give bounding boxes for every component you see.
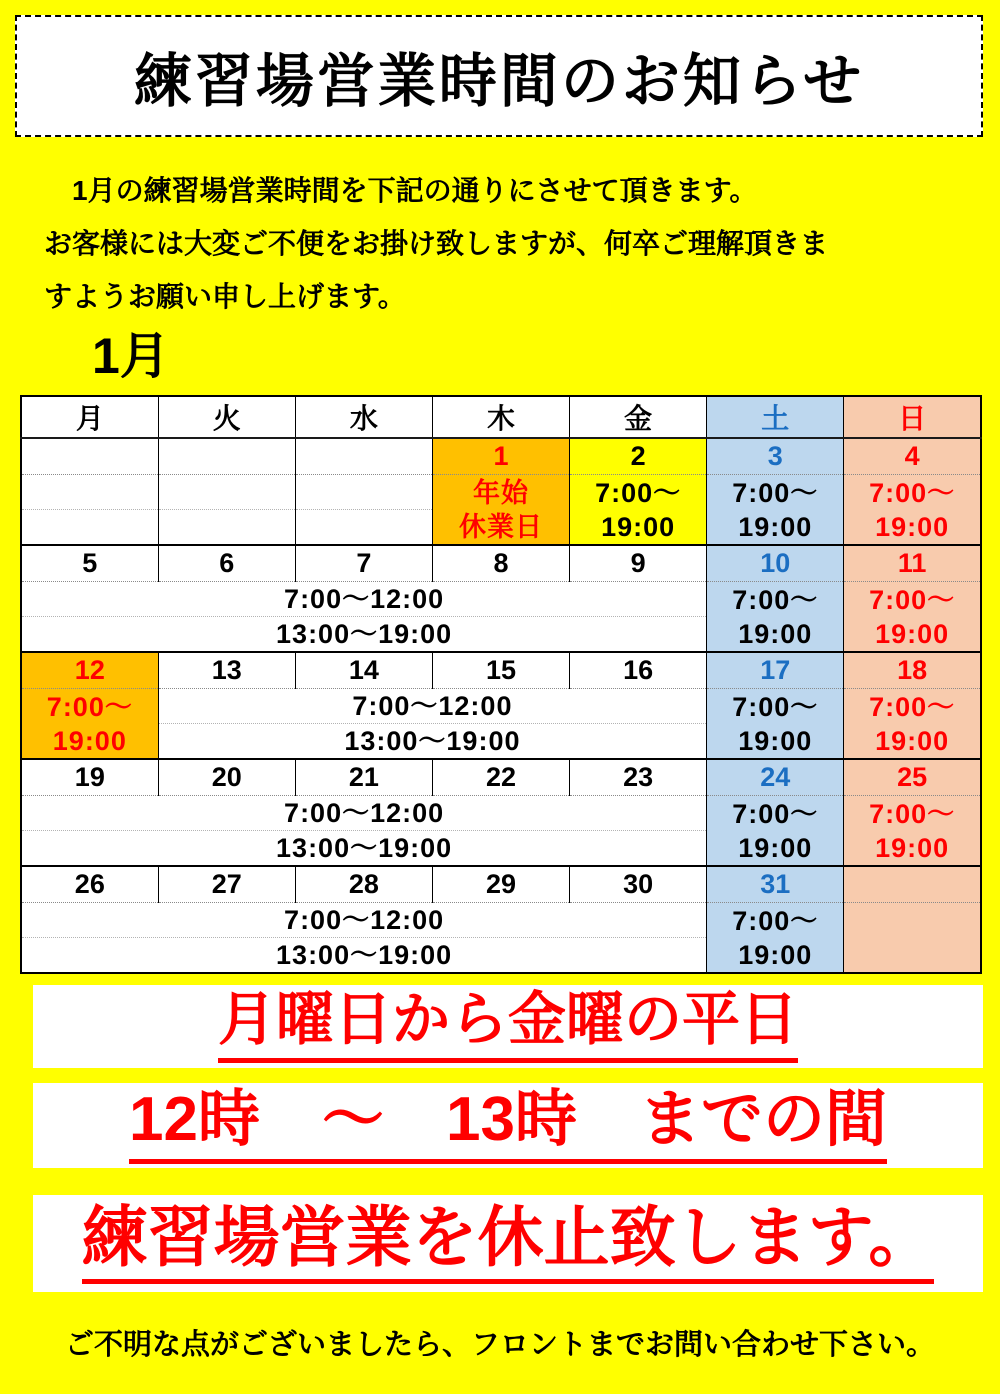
day-number-cell: 7 [295,545,432,582]
calendar-week-4 [21,759,981,866]
intro-line-2: お客様には大変ご不便をお掛け致しますが、何卒ご理解頂きま [44,228,829,259]
times-cell-sunday: 7:00～ 19:00 [844,796,981,867]
day-number-cell: 21 [295,759,432,796]
times-row [21,903,981,974]
times-cell-saturday: 7:00～ 19:00 [707,689,844,760]
times-cell-weekdays: 7:00～12:00 13:00～19:00 [21,903,707,974]
day-number-cell: 26 [21,866,158,903]
day-number-cell: 30 [570,866,707,903]
times-cell-saturday: 7:00～ 19:00 [707,903,844,974]
intro-line-3: すようお願い申し上げます。 [44,281,406,312]
times-cell-saturday: 7:00～ 19:00 [707,475,844,546]
day-number-cell: 28 [295,866,432,903]
day-number-cell: 16 [570,652,707,689]
weekday-header-wed: 水 [295,396,432,438]
weekday-header-fri: 金 [570,396,707,438]
day-number-cell: 23 [570,759,707,796]
closure-banner-weekdays [33,985,983,1068]
day-number-cell-holiday: 12 [21,652,158,689]
day-number-row [21,866,981,903]
times-row [21,796,981,867]
day-number-cell: 22 [432,759,569,796]
calendar-table [20,395,982,974]
day-number-row [21,438,981,475]
closure-banner-message-text: 練習場営業を休止致します。 [82,1203,935,1284]
day-number-cell [21,438,158,475]
calendar-week-3 [21,652,981,759]
weekday-header-mon: 月 [21,396,158,438]
day-number-cell: 19 [21,759,158,796]
day-number-cell-highlight: 2 [570,438,707,475]
day-number-cell [158,438,295,475]
times-cell-weekdays: 7:00～12:00 13:00～19:00 [21,796,707,867]
times-cell-sunday-empty [844,903,981,974]
day-number-cell-saturday: 24 [707,759,844,796]
day-number-cell-saturday: 3 [707,438,844,475]
page-title: 練習場営業時間のお知らせ [133,49,865,114]
day-number-cell: 5 [21,545,158,582]
day-number-cell: 20 [158,759,295,796]
weekday-header-sat: 土 [707,396,844,438]
closure-banner-hours-text: 12時 ～ 13時 までの間 [129,1087,887,1164]
times-cell-saturday: 7:00～ 19:00 [707,796,844,867]
day-number-row [21,759,981,796]
day-number-cell: 9 [570,545,707,582]
closure-banner-weekdays-text: 月曜日から金曜の平日 [218,990,798,1063]
calendar-week-2 [21,545,981,652]
day-number-cell-holiday: 1 [432,438,569,475]
day-number-cell-sunday: 25 [844,759,981,796]
times-cell-holiday-monday: 7:00～ 19:00 [21,689,158,760]
footer-note: ご不明な点がございましたら、フロントまでお問い合わせ下さい。 [64,1329,935,1361]
times-cell-sunday: 7:00～ 19:00 [844,582,981,653]
day-number-cell-saturday: 10 [707,545,844,582]
times-row [21,689,981,760]
times-cell-friday: 7:00～ 19:00 [570,475,707,546]
title-box [15,15,983,137]
day-number-cell: 14 [295,652,432,689]
day-number-cell: 13 [158,652,295,689]
times-cell-sunday: 7:00～ 19:00 [844,689,981,760]
day-number-row [21,652,981,689]
day-number-cell: 15 [432,652,569,689]
closure-banner-hours [33,1083,983,1168]
day-number-cell [295,438,432,475]
calendar-week-5 [21,866,981,973]
day-number-cell-saturday: 17 [707,652,844,689]
day-number-cell-sunday: 11 [844,545,981,582]
times-cell-weekdays: 7:00～12:00 13:00～19:00 [158,689,707,760]
times-cell-weekdays: 7:00～12:00 13:00～19:00 [21,582,707,653]
times-row [21,475,981,546]
weekday-header-tue: 火 [158,396,295,438]
intro-paragraph [44,164,828,323]
day-number-cell-sunday [844,866,981,903]
times-cell-new-year-holiday: 年始 休業日 [432,475,569,546]
day-number-cell-saturday: 31 [707,866,844,903]
calendar-week-1 [21,438,981,545]
day-number-cell: 29 [432,866,569,903]
day-number-cell: 27 [158,866,295,903]
times-cell-empty [21,475,158,546]
times-cell-saturday: 7:00～ 19:00 [707,582,844,653]
day-number-cell: 8 [432,545,569,582]
weekday-header-thu: 木 [432,396,569,438]
times-cell-empty [295,475,432,546]
weekday-header-row [21,396,981,438]
times-cell-sunday: 7:00～ 19:00 [844,475,981,546]
day-number-cell-sunday: 18 [844,652,981,689]
weekday-header-sun: 日 [844,396,981,438]
closure-banner-message [33,1195,983,1292]
day-number-cell: 6 [158,545,295,582]
month-heading: 1月 [92,328,170,384]
intro-line-1: 1月の練習場営業時間を下記の通りにさせて頂きます。 [44,175,758,206]
times-row [21,582,981,653]
day-number-cell-sunday: 4 [844,438,981,475]
times-cell-empty [158,475,295,546]
day-number-row [21,545,981,582]
